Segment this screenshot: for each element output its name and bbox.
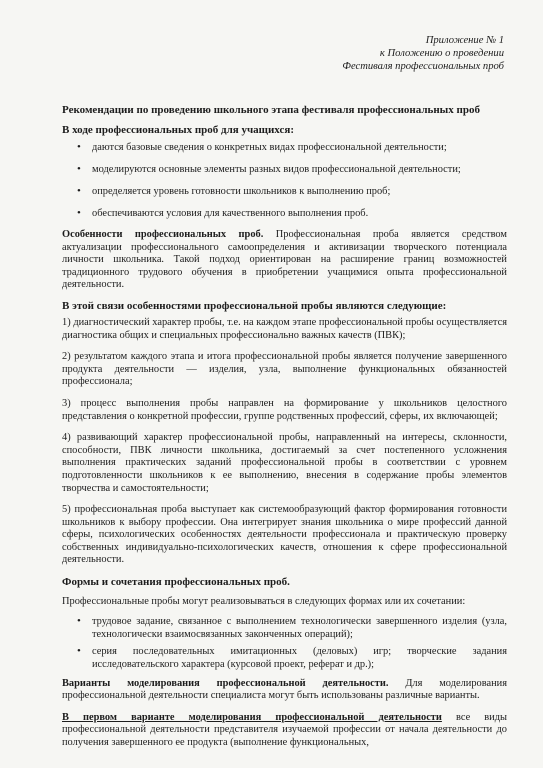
section-during-list bbox=[62, 141, 507, 220]
first-variant-paragraph bbox=[62, 712, 507, 750]
section-specifics-heading: В этой связи особенностями профессиональной пробы являются следующие: bbox=[62, 299, 447, 312]
list-item: • моделируются основные элементы разных видов профессиональной деятельности; bbox=[62, 163, 507, 176]
features-paragraph bbox=[62, 229, 507, 292]
specifics-item-5: 5) профессиональная проба выступает как системообразующий фактор формирования готовности школьников к выбору профессии. Она интегрирует знания школьника о мире профессий данной сферы, психологических особенностях деятельности профессионала и практическую проверку собственных индивидуально-психологических качеств, отношения к сфере профессиональной деятельности. bbox=[62, 504, 507, 566]
list-item: • определяется уровень готовности школьников к выполнению проб; bbox=[62, 185, 507, 198]
specifics-item-2: 2) результатом каждого этапа и итога профессиональной пробы является получение завершенного продукта деятельности — изделия, узла, выполнение функциональных обязанностей профессионала; bbox=[62, 351, 507, 388]
annex-line-3: Фестиваля профессиональных проб bbox=[342, 61, 504, 72]
list-item: • даются базовые сведения о конкретных видах профессиональной деятельности; bbox=[62, 141, 507, 154]
list-item: • серия последовательных имитационных (деловых) игр; творческие задания исследовательского характера (курсовой проект, реферат и др.); bbox=[62, 645, 507, 671]
features-text: Профессиональная проба является средством актуализации профессионального самоопределения и активизации творческого потенциала личности школьника. Такой подход ориентирован на расширение границ возможностей традиционного трудового обучения в приобретении учащимися опыта профессиональной деятельности. bbox=[62, 229, 507, 291]
annex-line-1: Приложение № 1 bbox=[425, 35, 504, 46]
list-item: • обеспечиваются условия для качественного выполнения проб. bbox=[62, 207, 507, 220]
specifics-item-1: 1) диагностический характер пробы, т.е. на каждом этапе профессиональной пробы осуществляется диагностика общих и специальных профессионально важных качеств (ПВК); bbox=[62, 316, 507, 341]
variants-lead: Варианты моделирования профессиональной деятельности. bbox=[62, 677, 389, 689]
forms-intro: Профессиональные пробы могут реализовываться в следующих формах или их сочетании: bbox=[62, 596, 466, 608]
variants-text: Для моделирования профессиональной деятельности специалиста могут быть использованы различные варианты. bbox=[62, 677, 508, 702]
first-variant-lead: В первом варианте моделирования профессиональной деятельности bbox=[62, 711, 442, 723]
specifics-item-4: 4) развивающий характер профессиональной пробы, направленный на интересы, склонности, способности, ПВК личности школьника, достигаемый за счет постепенного усложнения выполнения практических заданий профессиональной пробы в соответствии с уровнем подготовленности школьников к ее выполнению, внесения в содержание пробы элементов творчества и самостоятельности; bbox=[62, 432, 507, 494]
section-forms-list bbox=[62, 615, 507, 671]
section-forms-heading: Формы и сочетания профессиональных проб. bbox=[62, 576, 290, 589]
features-lead: Особенности профессиональных проб. bbox=[62, 229, 264, 240]
list-item: • трудовое задание, связанное с выполнением технологически завершенного изделия (узла, технологически взаимосвязанных законченных операций); bbox=[62, 615, 507, 641]
annex-line-2: к Положению о проведении bbox=[379, 48, 504, 59]
section-during-heading: В ходе профессиональных проб для учащихся: bbox=[62, 124, 294, 136]
document-title: Рекомендации по проведению школьного этапа фестиваля профессиональных проб bbox=[62, 104, 480, 116]
annex-header bbox=[62, 34, 504, 73]
variants-paragraph bbox=[62, 678, 507, 703]
specifics-item-3: 3) процесс выполнения пробы направлен на формирование у школьников целостного представления о конкретной профессии, группе родственных профессий, сферы, их включающей; bbox=[62, 397, 507, 422]
first-variant-text: все виды профессиональной деятельности представителя изучаемой профессии от начала деятельности до получения завершенного ее продукта (выполнение функциональных, bbox=[62, 711, 507, 749]
